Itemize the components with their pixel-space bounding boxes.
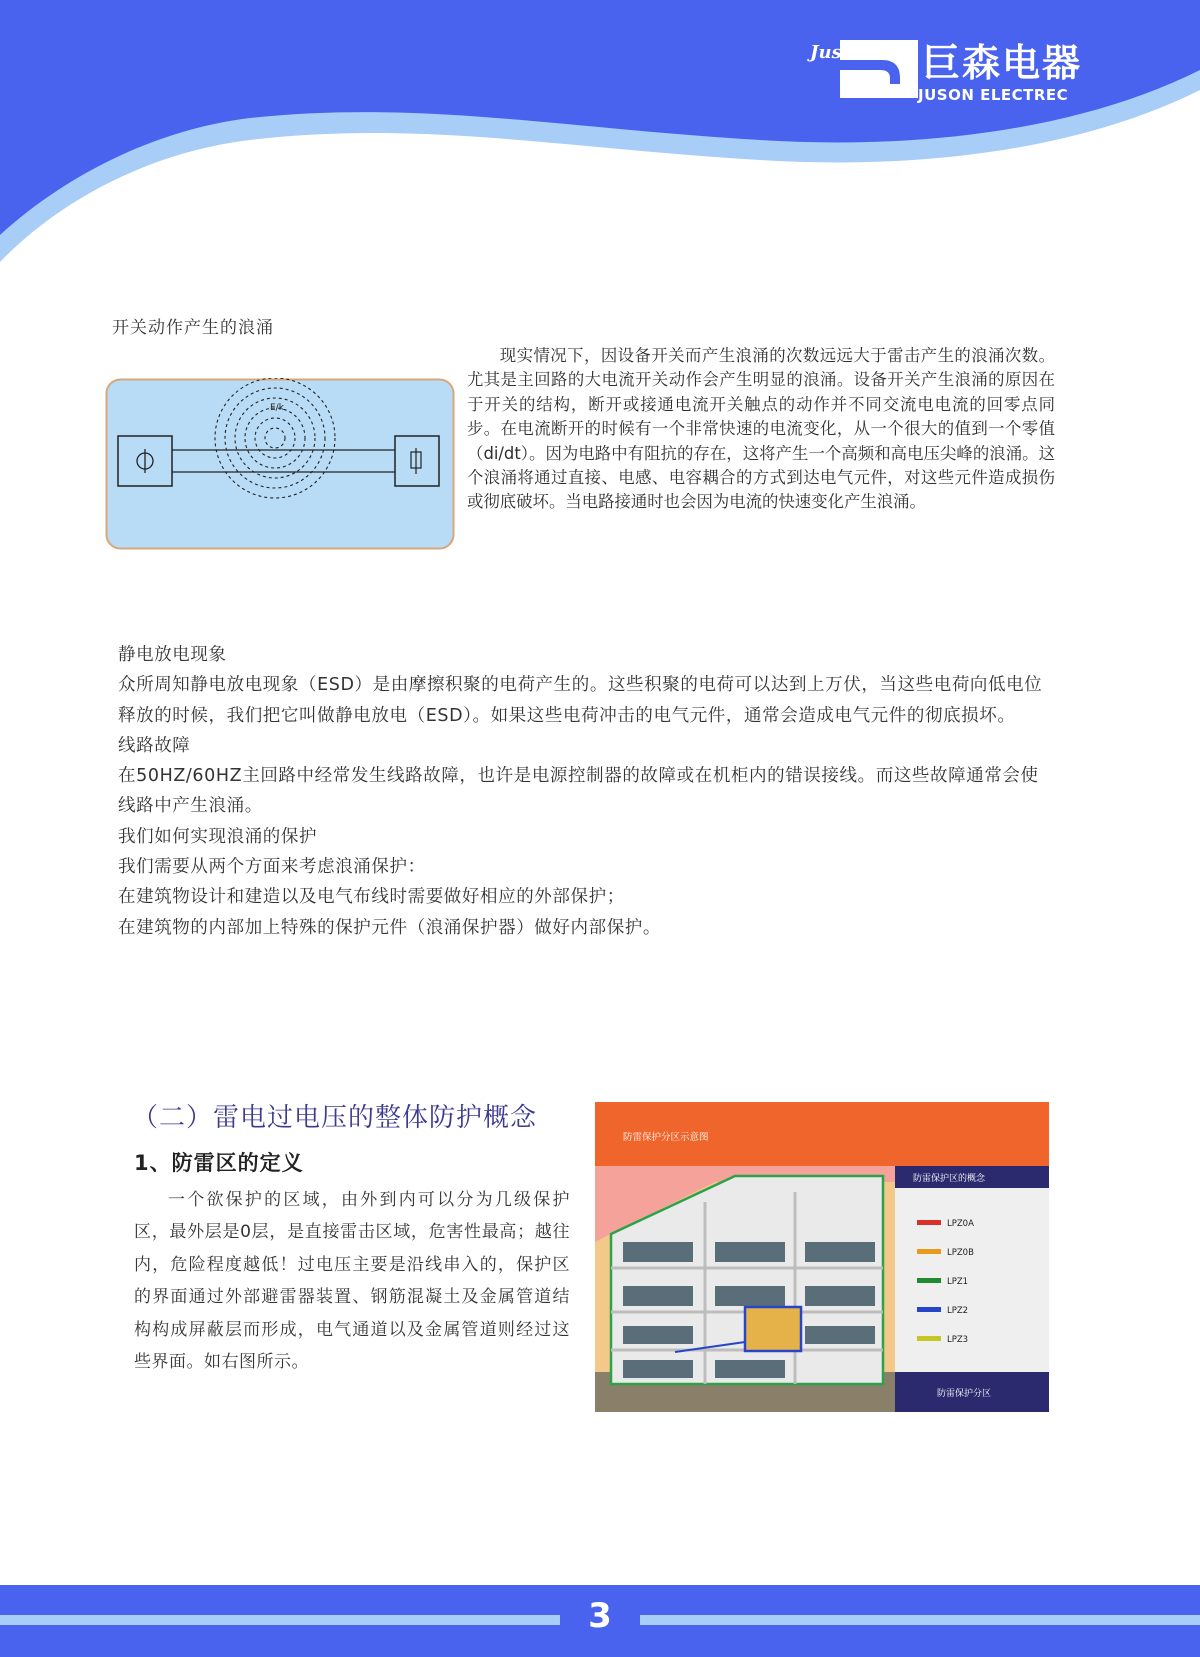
section2-body	[118, 640, 1053, 943]
esd-text: 众所周知静电放电现象（ESD）是由摩擦积聚的电荷产生的。这些积聚的电荷可以达到上万伏，当这些电荷向低电位释放的时候，我们把它叫做静电放电（ESD）。如果这些电荷冲击的电气元件，通常会造成电气元件的彻底损坏。	[118, 675, 1043, 726]
section3-paragraph	[134, 1184, 570, 1378]
legend-swatch	[917, 1278, 941, 1283]
protection-heading: 我们如何实现浪涌的保护	[118, 826, 318, 847]
section-title-lightning: （二）雷电过电压的整体防护概念	[132, 1103, 538, 1133]
brand-name-cn: 巨森电器	[922, 40, 1083, 85]
lpz-figure	[595, 1102, 1049, 1412]
protection-internal: 在建筑物的内部加上特殊的保护元件（浪涌保护器）做好内部保护。	[118, 917, 661, 938]
line-fault-heading: 线路故障	[118, 735, 191, 756]
subtitle-lpz-definition: 1、防雷区的定义	[134, 1151, 304, 1175]
protection-intro: 我们需要从两个方面来考虑浪涌保护：	[118, 857, 426, 878]
legend-label: LPZ0B	[947, 1248, 974, 1258]
legend-swatch	[917, 1220, 941, 1225]
lpz-definition-text: 一个欲保护的区域，由外到内可以分为几级保护区，最外层是0层，是直接雷击区域，危害性最高；越往内，危险程度越低！过电压主要是沿线串入的，保护区的界面通过外部避雷器装置、钢筋混凝土及金属管道结构构成屏蔽层而形成，电气通道以及金属管道则经过这些界面。如右图所示。	[134, 1190, 570, 1373]
legend-swatch	[917, 1307, 941, 1312]
legend-label: LPZ2	[947, 1306, 969, 1316]
logo-wordmark: Juson	[810, 42, 867, 63]
legend-label: LPZ0A	[947, 1219, 974, 1229]
figure-header: 防雷保护分区示意图	[623, 1132, 709, 1143]
brand-name-en: JUSON ELECTREC	[918, 86, 1069, 104]
esd-heading: 静电放电现象	[118, 645, 227, 665]
switching-surge-diagram	[105, 378, 455, 550]
section-title-switching-surge: 开关动作产生的浪涌	[112, 318, 274, 338]
legend-label: LPZ3	[947, 1335, 969, 1345]
legend-swatch	[917, 1249, 941, 1254]
legend-swatch	[917, 1336, 941, 1341]
diagram-label: E/k	[270, 403, 284, 413]
figure-legend-title: 防雷保护区的概念	[913, 1174, 986, 1184]
section1-paragraph	[467, 344, 1055, 515]
line-fault-text: 在50HZ/60HZ主回路中经常发生线路故障，也许是电源控制器的故障或在机柜内的错误接线。而这些故障通常会使线路中产生浪涌。	[118, 766, 1039, 817]
switching-surge-text: 现实情况下，因设备开关而产生浪涌的次数远远大于雷击产生的浪涌次数。尤其是主回路的大电流开关动作会产生明显的浪涌。设备开关产生浪涌的原因在于开关的结构，断开或接通电流开关触点的动作并不同交流电电流的回零点同步。在电流断开的时候有一个非常快速的电流变化，从一个很大的值到一个零值（di/dt）。因为电路中有阻抗的存在，这将产生一个高频和高电压尖峰的浪涌。这个浪涌将通过直接、电感、电容耦合的方式到达电气元件，对这些元件造成损伤或彻底破坏。当电路接通时也会因为电流的快速变化产生浪涌。	[467, 346, 1055, 512]
protection-external: 在建筑物设计和建造以及电气布线时需要做好相应的外部保护；	[118, 887, 625, 908]
figure-footer: 防雷保护分区	[937, 1389, 992, 1399]
legend-label: LPZ1	[947, 1277, 969, 1287]
page-number: 3	[588, 1596, 612, 1636]
